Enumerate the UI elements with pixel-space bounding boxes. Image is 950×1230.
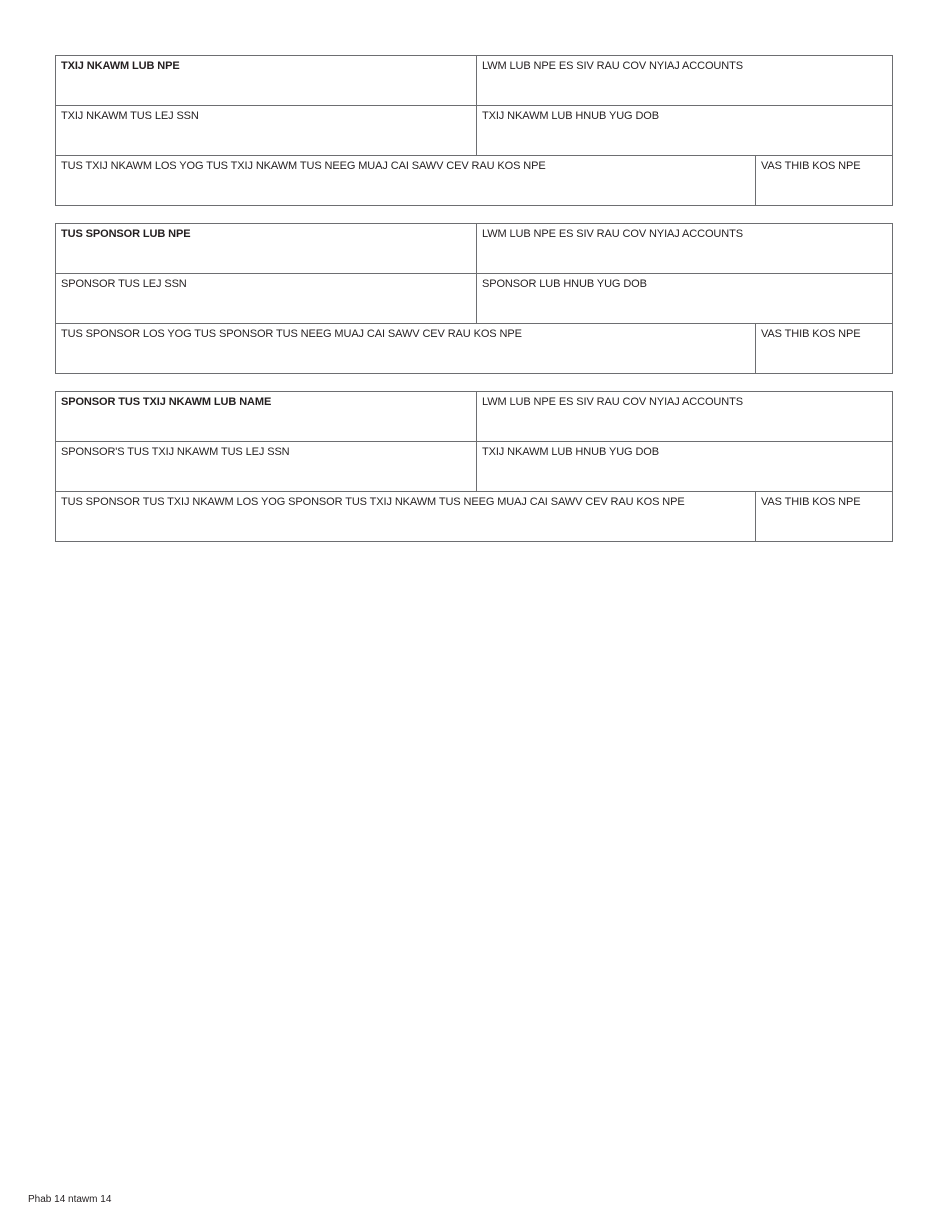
spouse-section: [55, 55, 893, 206]
spouse-name-field[interactable]: TXIJ NKAWM LUB NPE: [61, 60, 180, 72]
spouse-signature-row: [56, 156, 892, 205]
spouse-name-row: [56, 56, 892, 106]
sponsor-signature-row: [56, 324, 892, 373]
spouse-dob-field[interactable]: TXIJ NKAWM LUB HNUB YUG DOB: [476, 106, 892, 155]
sponsor-spouse-name-field[interactable]: SPONSOR TUS TXIJ NKAWM LUB NAME: [61, 396, 272, 408]
page-number: Phab 14 ntawm 14: [28, 1194, 112, 1205]
sponsor-ssn-field[interactable]: SPONSOR TUS LEJ SSN: [61, 278, 187, 290]
sponsor-section: [55, 223, 893, 374]
sponsor-spouse-name-row: [56, 392, 892, 442]
sponsor-signature-field[interactable]: TUS SPONSOR LOS YOG TUS SPONSOR TUS NEEG MUAJ CAI SAWV CEV RAU KOS NPE: [61, 328, 522, 340]
sponsor-dob-field[interactable]: SPONSOR LUB HNUB YUG DOB: [476, 274, 892, 323]
sponsor-spouse-dob-field[interactable]: TXIJ NKAWM LUB HNUB YUG DOB: [476, 442, 892, 491]
sponsor-spouse-signature-field[interactable]: TUS SPONSOR TUS TXIJ NKAWM LOS YOG SPONSOR TUS TXIJ NKAWM TUS NEEG MUAJ CAI SAWV CEV RAU KOS NPE: [61, 496, 685, 508]
spouse-other-names-field[interactable]: LWM LUB NPE ES SIV RAU COV NYIAJ ACCOUNTS: [476, 56, 892, 105]
sponsor-spouse-section: [55, 391, 893, 542]
sponsor-name-field[interactable]: TUS SPONSOR LUB NPE: [61, 228, 191, 240]
sponsor-signature-date-field[interactable]: VAS THIB KOS NPE: [755, 324, 892, 373]
sponsor-spouse-signature-date-field[interactable]: VAS THIB KOS NPE: [755, 492, 892, 541]
sponsor-name-row: [56, 224, 892, 274]
spouse-id-row: [56, 106, 892, 156]
spouse-signature-date-field[interactable]: VAS THIB KOS NPE: [755, 156, 892, 205]
sponsor-spouse-ssn-field[interactable]: SPONSOR'S TUS TXIJ NKAWM TUS LEJ SSN: [61, 446, 290, 458]
sponsor-id-row: [56, 274, 892, 324]
spouse-signature-field[interactable]: TUS TXIJ NKAWM LOS YOG TUS TXIJ NKAWM TUS NEEG MUAJ CAI SAWV CEV RAU KOS NPE: [61, 160, 546, 172]
sponsor-spouse-id-row: [56, 442, 892, 492]
sponsor-spouse-other-names-field[interactable]: LWM LUB NPE ES SIV RAU COV NYIAJ ACCOUNTS: [476, 392, 892, 441]
sponsor-spouse-signature-row: [56, 492, 892, 541]
sponsor-other-names-field[interactable]: LWM LUB NPE ES SIV RAU COV NYIAJ ACCOUNTS: [476, 224, 892, 273]
spouse-ssn-field[interactable]: TXIJ NKAWM TUS LEJ SSN: [61, 110, 199, 122]
